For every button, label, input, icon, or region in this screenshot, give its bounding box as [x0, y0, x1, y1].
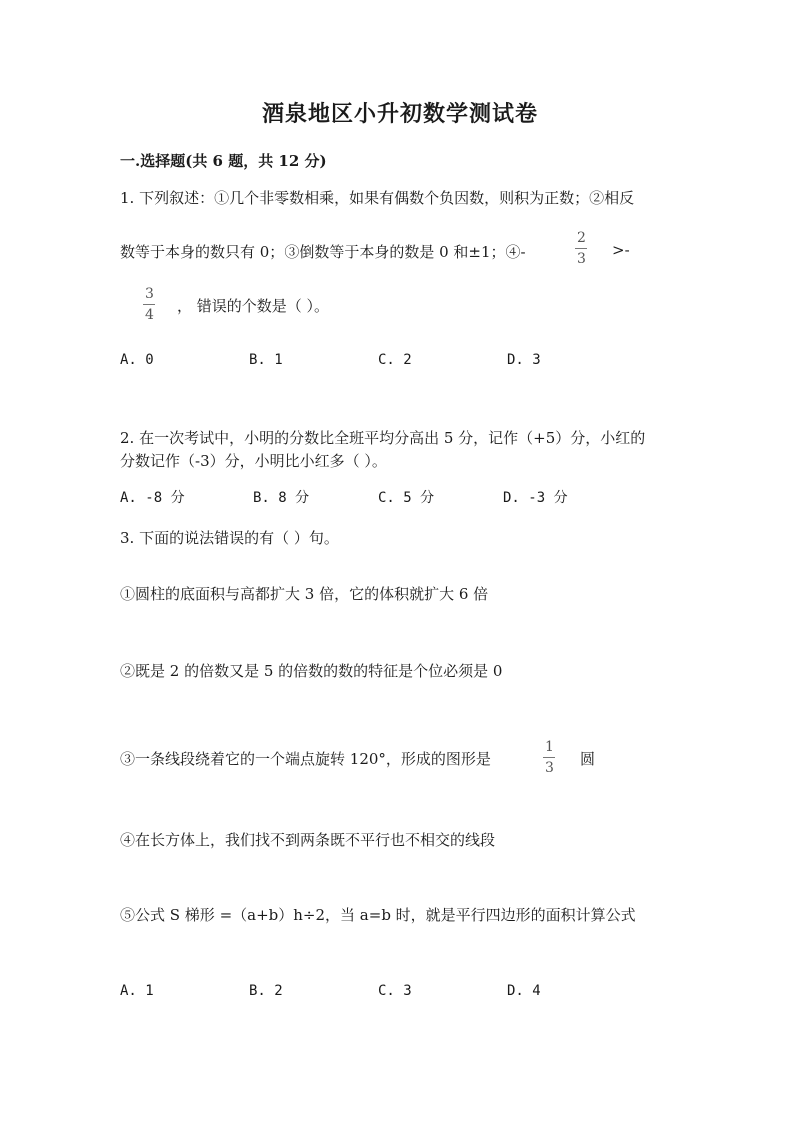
- q3-stem: 3. 下面的说法错误的有（ ）句。: [120, 529, 339, 547]
- q3-fraction-one-third: [543, 740, 556, 775]
- section-heading: 一.选择题(共 6 题，共 12 分): [120, 152, 327, 170]
- q1-line3: ， 错误的个数是（ ）。: [177, 297, 330, 315]
- q3-statement-5: ⑤公式 S 梯形 =（a+b）h÷2，当 a=b 时，就是平行四边形的面积计算公式: [120, 906, 636, 924]
- q3-statement-1: ①圆柱的底面积与高都扩大 3 倍，它的体积就扩大 6 倍: [120, 585, 489, 603]
- q1-option-d: D. 3: [507, 352, 541, 368]
- q1-option-c: C. 2: [378, 352, 412, 368]
- q3-statement-3: ③一条线段绕着它的一个端点旋转 120°，形成的图形是: [120, 750, 491, 768]
- q1-fraction-two-thirds: [575, 231, 588, 266]
- fraction-denominator: 3: [577, 251, 586, 267]
- q3-statement-2: ②既是 2 的倍数又是 5 的倍数的数的特征是个位必须是 0: [120, 662, 503, 680]
- q1-fraction-three-quarters: [143, 287, 156, 322]
- q1-greater-than: >-: [612, 241, 630, 259]
- q1-option-a: A. 0: [120, 352, 154, 368]
- q2-option-b: B. 8 分: [253, 490, 310, 506]
- page-title: 酒泉地区小升初数学测试卷: [261, 101, 538, 127]
- fraction-numerator: 2: [577, 230, 586, 246]
- fraction-denominator: 4: [145, 307, 154, 323]
- q2-option-a: A. -8 分: [120, 490, 185, 506]
- q2-option-d: D. -3 分: [503, 490, 568, 506]
- q3-option-a: A. 1: [120, 983, 154, 999]
- fraction-numerator: 1: [545, 739, 554, 755]
- q3-option-c: C. 3: [378, 983, 412, 999]
- q2-option-c: C. 5 分: [378, 490, 435, 506]
- q2-line2: 分数记作（-3）分，小明比小红多（ ）。: [120, 452, 387, 470]
- q2-line1: 2. 在一次考试中，小明的分数比全班平均分高出 5 分，记作（+5）分，小红的: [120, 429, 646, 447]
- q3-option-d: D. 4: [507, 983, 541, 999]
- q3-statement-3-suffix: 圆: [580, 750, 596, 768]
- q3-statement-4: ④在长方体上，我们找不到两条既不平行也不相交的线段: [120, 831, 496, 849]
- q1-option-b: B. 1: [249, 352, 283, 368]
- q1-line2: 数等于本身的数只有 0；③倒数等于本身的数是 0 和±1；④-: [120, 243, 526, 261]
- fraction-numerator: 3: [145, 286, 154, 302]
- q3-option-b: B. 2: [249, 983, 283, 999]
- fraction-denominator: 3: [545, 760, 554, 776]
- q1-line1: 1. 下列叙述：①几个非零数相乘，如果有偶数个负因数，则积为正数；②相反: [120, 189, 635, 207]
